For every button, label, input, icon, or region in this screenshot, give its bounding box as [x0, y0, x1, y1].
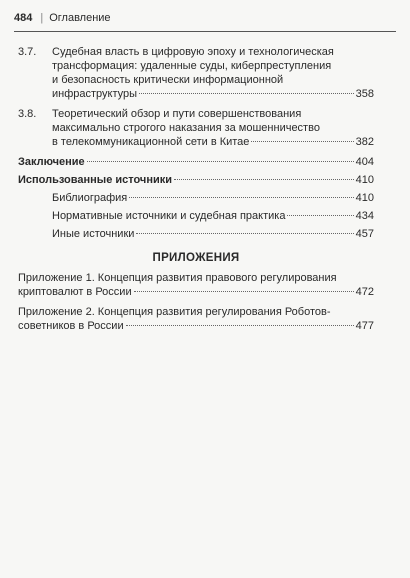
toc-entry-sources[interactable]: [18, 173, 374, 187]
dot-leader: [174, 179, 354, 180]
entry-line: советников в России: [18, 320, 124, 332]
entry-page: 404: [355, 156, 374, 168]
header-separator: |: [40, 12, 44, 24]
subentry-label: Иные источники: [52, 228, 135, 240]
entry-number: 3.8.: [18, 108, 37, 120]
header-title: Оглавление: [49, 12, 111, 24]
entry-line: Приложение 2. Концепция развития регулирования Роботов-: [18, 306, 331, 318]
entry-line: Приложение 1. Концепция развития правового регулирования: [18, 272, 337, 284]
dot-leader: [134, 291, 354, 292]
entry-line: инфраструктуры: [52, 88, 138, 100]
entry-page: 434: [355, 210, 374, 222]
header-rule: [14, 31, 396, 32]
dot-leader: [139, 93, 354, 94]
entry-line: Теоретический обзор и пути совершенствования: [52, 108, 302, 120]
toc-subentry-bibliography[interactable]: [52, 191, 374, 205]
toc-entry-appendix-2[interactable]: [18, 305, 374, 333]
page-number: 484: [14, 12, 33, 24]
entry-number: 3.7.: [18, 46, 37, 58]
dot-leader: [129, 197, 353, 198]
entry-page: 358: [355, 88, 374, 100]
subentry-label: Библиография: [52, 192, 128, 204]
toc-subentry-normative[interactable]: [52, 209, 374, 223]
dot-leader: [126, 325, 354, 326]
dot-leader: [87, 161, 354, 162]
entry-page: 382: [355, 136, 374, 148]
dot-leader: [136, 233, 353, 234]
entry-page: 457: [355, 228, 374, 240]
sources-label: Использованные источники: [18, 174, 172, 186]
entry-page: 477: [355, 320, 374, 332]
entry-line: криптовалют в России: [18, 286, 132, 298]
dot-leader: [251, 141, 353, 142]
entry-line: Судебная власть в цифровую эпоху и технологическая: [52, 46, 334, 58]
appendices-title: ПРИЛОЖЕНИЯ: [152, 252, 240, 264]
toc-entry-conclusion[interactable]: [18, 155, 374, 169]
subentry-label: Нормативные источники и судебная практика: [52, 210, 286, 222]
dot-leader: [287, 215, 353, 216]
entry-line: максимально строгого наказания за мошенничество: [52, 122, 320, 134]
entry-line: трансформация: удаленные суды, киберпреступления: [52, 60, 332, 72]
table-of-contents: [18, 45, 374, 345]
conclusion-label: Заключение: [18, 156, 85, 168]
entry-line: в телекоммуникационной сети в Китае: [52, 136, 250, 148]
entry-line: и безопасность критически информационной: [52, 74, 284, 86]
running-header: [14, 10, 390, 26]
toc-entry-appendix-1[interactable]: [18, 271, 374, 299]
entry-page: 472: [355, 286, 374, 298]
entry-page: 410: [355, 192, 374, 204]
entry-page: 410: [355, 174, 374, 186]
toc-subentry-other[interactable]: [52, 227, 374, 241]
